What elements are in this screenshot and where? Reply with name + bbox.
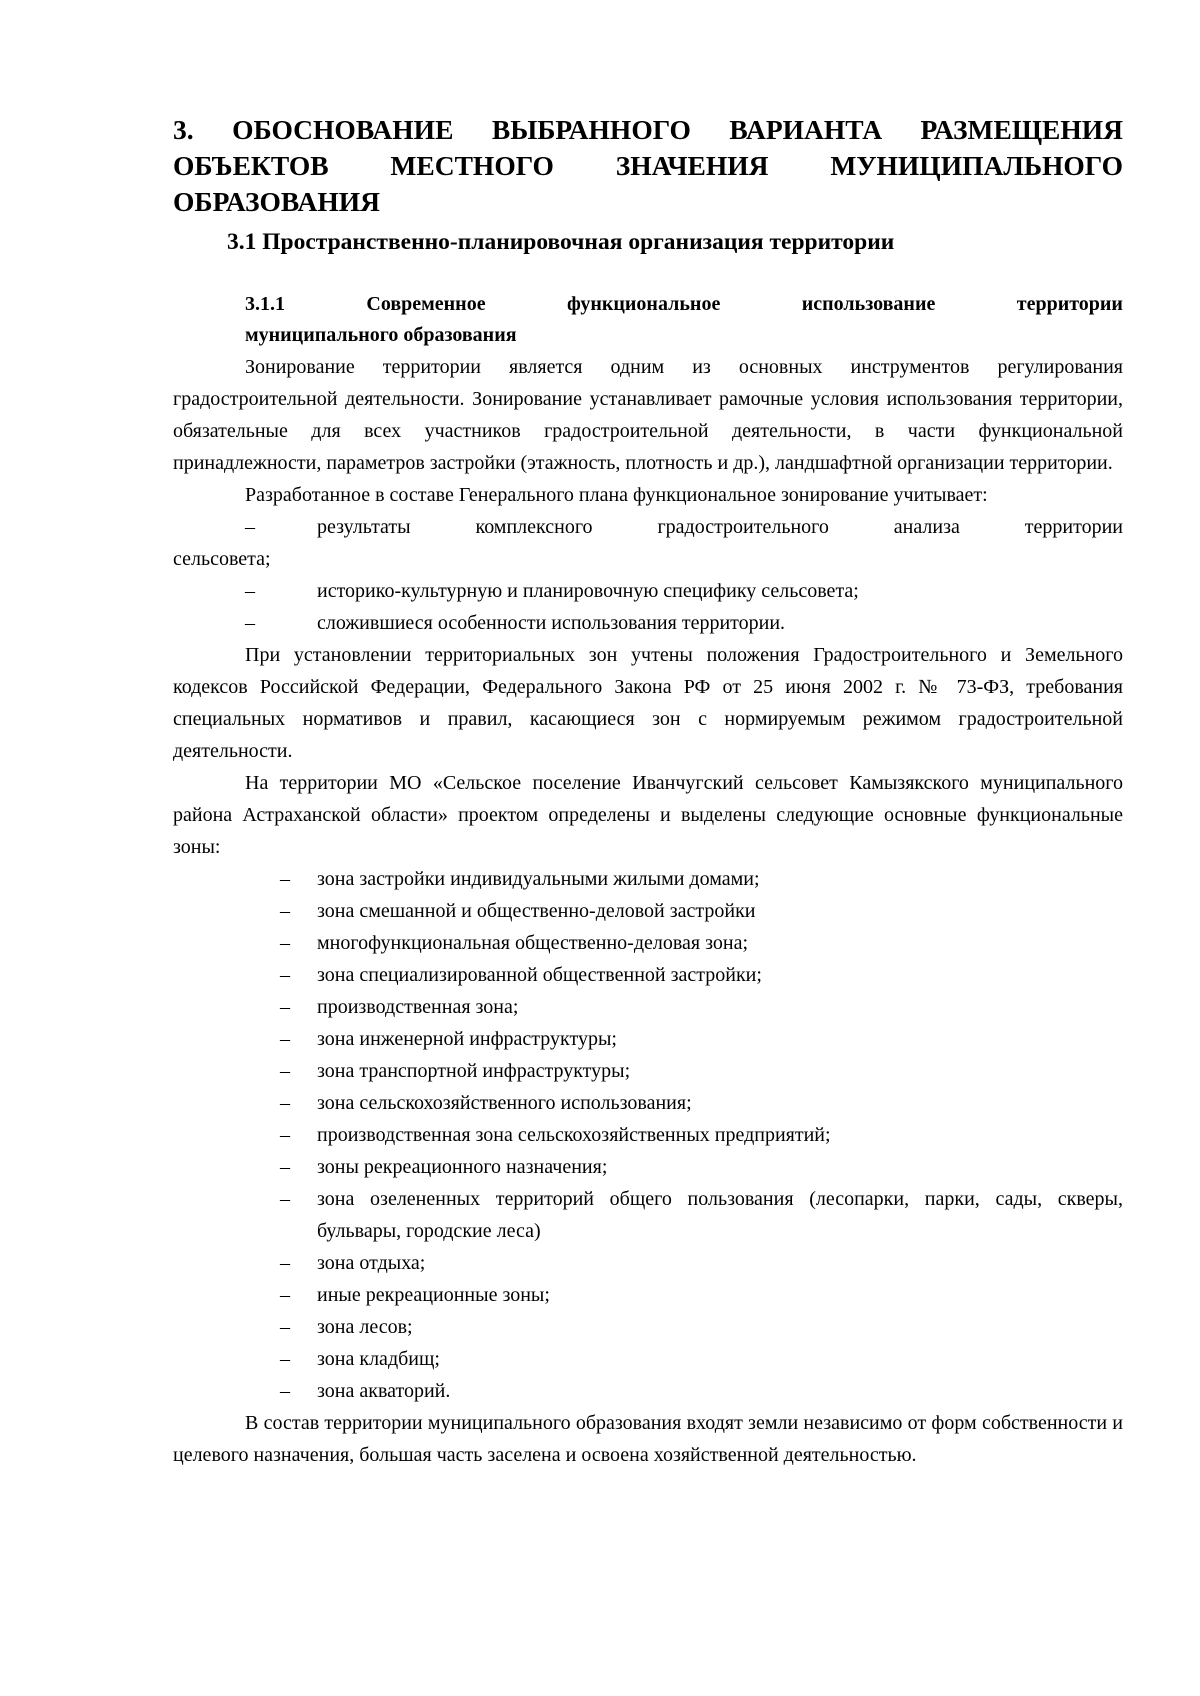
zone-list-item-text: зона сельскохозяйственного использования; xyxy=(317,1092,692,1114)
zone-list-item-text: зона кладбищ; xyxy=(317,1348,440,1370)
consideration-dash: – xyxy=(245,612,255,634)
zone-list-item-text: зоны рекреационного назначения; xyxy=(317,1156,608,1178)
zone-list-item xyxy=(173,863,1123,895)
consideration-dash: – xyxy=(245,580,255,602)
considerations-list xyxy=(173,511,1123,639)
list-bullet-dash: – xyxy=(280,1316,290,1338)
zone-list-item xyxy=(173,1023,1123,1055)
list-bullet-dash: – xyxy=(280,1124,290,1146)
zone-list-item-text: зона отдыха; xyxy=(317,1252,426,1274)
subsection-title-line1 xyxy=(245,289,1123,320)
list-bullet-dash: – xyxy=(280,1156,290,1178)
list-bullet-dash: – xyxy=(280,1060,290,1082)
subsection-title xyxy=(173,289,1123,351)
subsection-word-4: территории xyxy=(1016,293,1123,315)
zone-list-item xyxy=(173,1343,1123,1375)
consideration-item-1 xyxy=(173,511,1123,543)
consideration-dash: – xyxy=(245,516,255,538)
zone-list-item-text: зона лесов; xyxy=(317,1316,413,1338)
zone-list-item xyxy=(173,1055,1123,1087)
zone-list-item xyxy=(173,1087,1123,1119)
subsection-word-3: использование xyxy=(801,293,936,315)
zone-list-item xyxy=(173,1119,1123,1151)
consideration-item-3 xyxy=(173,607,1123,639)
subsection-word-2: функциональное xyxy=(566,293,721,315)
list-bullet-dash: – xyxy=(280,964,290,986)
paragraph-considerations-intro: Разработанное в составе Генерального плана функциональное зонирование учитывает: xyxy=(245,484,988,506)
consideration-item-3-text: сложившиеся особенности использования территории. xyxy=(317,612,786,634)
list-bullet-dash: – xyxy=(280,1188,290,1210)
consideration-item-2-text: историко-культурную и планировочную специфику сельсовета; xyxy=(317,580,859,602)
zone-list-item-text: зона смешанной и общественно-деловой застройки xyxy=(317,900,756,922)
zone-list-item xyxy=(173,991,1123,1023)
zone-list-item-text: производственная зона; xyxy=(317,996,519,1018)
paragraph-territory-composition: В состав территории муниципального образования входят земли независимо от форм собственности и целевого назначения, большая часть заселена и освоена хозяйственной деятельностью. xyxy=(173,1412,1123,1466)
paragraph-legal-basis: При установлении территориальных зон учтены положения Градостроительного и Земельного кодексов Российской Федерации, Федерального Закона РФ от 25 июня 2002 г. № 73-ФЗ, требования специальных нормативов и правил, касающиеся зон с нормируемым режимом градостроительной деятельности. xyxy=(173,644,1123,762)
zone-list-item-text: иные рекреационные зоны; xyxy=(317,1284,550,1306)
zone-list-item-text: зона застройки индивидуальными жилыми домами; xyxy=(317,868,760,890)
list-bullet-dash: – xyxy=(280,1284,290,1306)
zone-list-item-text: производственная зона сельскохозяйственных предприятий; xyxy=(317,1124,831,1146)
list-bullet-dash: – xyxy=(280,996,290,1018)
zone-list-item xyxy=(173,959,1123,991)
subsection-number: 3.1.1 xyxy=(245,293,285,315)
zone-list-item-text: зона акваторий. xyxy=(317,1380,451,1402)
list-bullet-dash: – xyxy=(280,1028,290,1050)
paragraph-zones-intro: На территории МО «Сельское поселение Иванчугский сельсовет Камызякского муниципального района Астраханской области» проектом определены и выделены следующие основные функциональные зоны: xyxy=(173,772,1123,858)
zone-list-item-text: зона озелененных территорий общего пользования (лесопарки, парки, сады, скверы, бульвары, городские леса) xyxy=(317,1188,1123,1242)
list-bullet-dash: – xyxy=(280,1252,290,1274)
zone-list-item-text: зона транспортной инфраструктуры; xyxy=(317,1060,631,1082)
chapter-title: 3. ОБОСНОВАНИЕ ВЫБРАННОГО ВАРИАНТА РАЗМЕЩЕНИЯ ОБЪЕКТОВ МЕСТНОГО ЗНАЧЕНИЯ МУНИЦИПАЛЬНОГО ОБРАЗОВАНИЯ xyxy=(173,114,1123,217)
list-bullet-dash: – xyxy=(280,1380,290,1402)
list-bullet-dash: – xyxy=(280,868,290,890)
zone-list-item-text: многофункциональная общественно-деловая зона; xyxy=(317,932,749,954)
zone-list-item xyxy=(173,1311,1123,1343)
zone-list-item xyxy=(173,1183,1123,1247)
consideration-item-2 xyxy=(173,575,1123,607)
zone-list-item xyxy=(173,1151,1123,1183)
functional-zones-list xyxy=(173,863,1123,1407)
document-content xyxy=(173,112,1123,1471)
paragraph-zoning-intro: Зонирование территории является одним из основных инструментов регулирования градостроительной деятельности. Зонирование устанавливает рамочные условия использования территории, обязательные для всех участников градостроительной деятельности, в части функциональной принадлежности, параметров застройки (этажность, плотность и др.), ландшафтной организации территории. xyxy=(173,356,1123,474)
list-bullet-dash: – xyxy=(280,1348,290,1370)
zone-list-item xyxy=(173,1279,1123,1311)
subsection-word-1: Современное xyxy=(366,293,486,315)
zone-list-item xyxy=(173,895,1123,927)
subsection-title-line2: муниципального образования xyxy=(245,324,517,346)
consideration-item-1-line1: результаты комплексного градостроительного анализа территории xyxy=(317,516,1123,538)
zone-list-item-text: зона специализированной общественной застройки; xyxy=(317,964,762,986)
list-bullet-dash: – xyxy=(280,1092,290,1114)
list-bullet-dash: – xyxy=(280,900,290,922)
zone-list-item xyxy=(173,1375,1123,1407)
list-bullet-dash: – xyxy=(280,932,290,954)
consideration-item-1-line2: сельсовета; xyxy=(173,548,271,570)
zone-list-item-text: зона инженерной инфраструктуры; xyxy=(317,1028,617,1050)
zone-list-item xyxy=(173,1247,1123,1279)
section-title: 3.1 Пространственно-планировочная организация территории xyxy=(227,229,895,255)
zone-list-item xyxy=(173,927,1123,959)
